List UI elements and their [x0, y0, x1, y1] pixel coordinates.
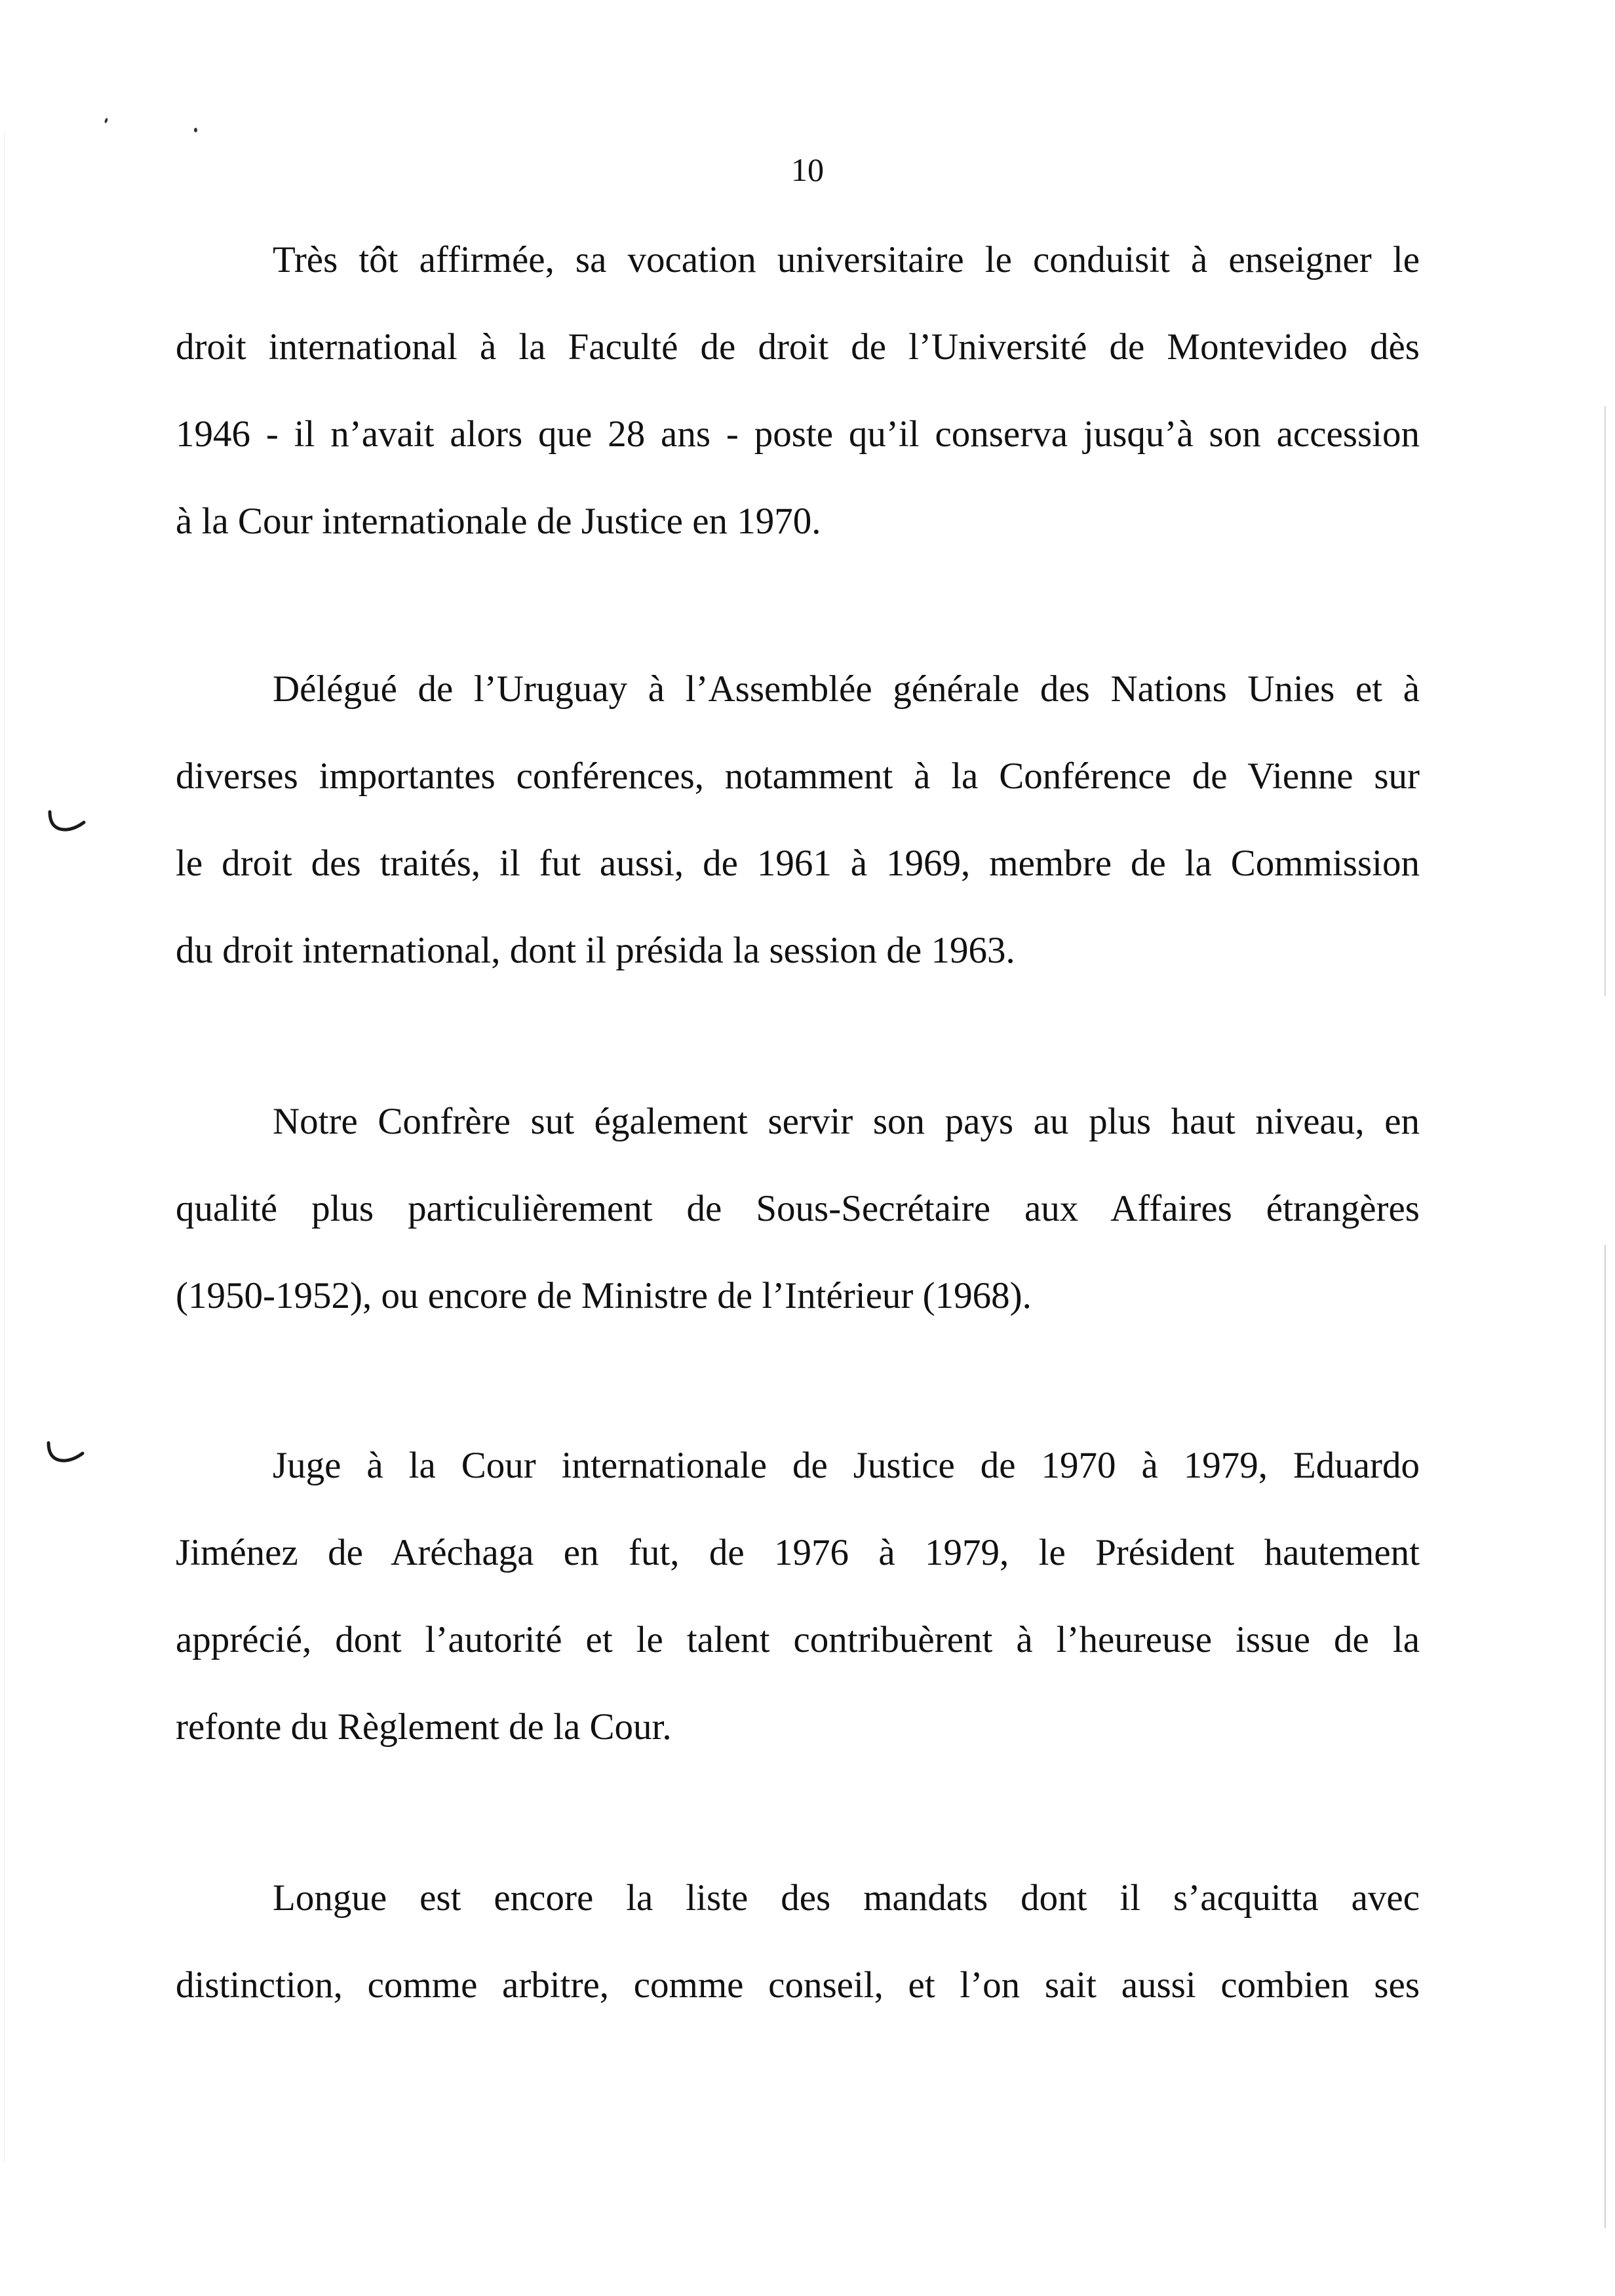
text-line: (1950-1952), ou encore de Ministre de l’Intérieur (1968). — [176, 1275, 1032, 1316]
text-line: apprécié, dont l’autorité et le talent contribuèrent à l’heureuse issue de la — [176, 1619, 1420, 1660]
text-line: Délégué de l’Uruguay à l’Assemblée générale des Nations Unies et à — [273, 668, 1420, 710]
text-line: diverses importantes conférences, notamment à la Conférence de Vienne sur — [176, 756, 1420, 797]
page-number: 10 — [791, 151, 824, 188]
check-mark-icon — [47, 809, 87, 833]
scan-edge-line — [4, 131, 5, 2162]
paragraph — [176, 216, 1420, 565]
scan-edge-line — [1605, 1245, 1606, 2228]
paragraph — [176, 1422, 1420, 1770]
text-line: qualité plus particulièrement de Sous-Secrétaire aux Affaires étrangères — [176, 1188, 1420, 1229]
text-line: refonte du Règlement de la Cour. — [176, 1706, 672, 1748]
text-line: du droit international, dont il présida la session de 1963. — [176, 930, 1015, 971]
text-line: distinction, comme arbitre, comme conseil, et l’on sait aussi combien ses — [176, 1964, 1420, 2006]
text-line: Notre Confrère sut également servir son pays au plus haut niveau, en — [273, 1101, 1420, 1142]
text-line: Longue est encore la liste des mandats dont il s’acquitta avec — [273, 1877, 1420, 1919]
scan-edge-line — [1605, 406, 1606, 996]
text-line: droit international à la Faculté de droit de l’Université de Montevideo dès — [176, 326, 1420, 368]
text-line: Très tôt affirmée, sa vocation universitaire le conduisit à enseigner le — [273, 239, 1420, 280]
paragraph — [176, 645, 1420, 994]
scan-speck — [104, 118, 108, 124]
text-line: Jiménez de Aréchaga en fut, de 1976 à 1979, le Président hautement — [176, 1532, 1420, 1573]
scan-speck — [194, 128, 197, 132]
text-line: le droit des traités, il fut aussi, de 1961 à 1969, membre de la Commission — [176, 843, 1420, 884]
text-line: 1946 - il n’avait alors que 28 ans - poste qu’il conserva jusqu’à son accession — [176, 413, 1420, 455]
paragraph — [176, 1078, 1420, 1339]
check-mark-icon — [46, 1440, 85, 1464]
paragraph — [176, 1854, 1420, 2029]
text-line: à la Cour internationale de Justice en 1970. — [176, 501, 821, 542]
text-line: Juge à la Cour internationale de Justice de 1970 à 1979, Eduardo — [273, 1445, 1420, 1486]
